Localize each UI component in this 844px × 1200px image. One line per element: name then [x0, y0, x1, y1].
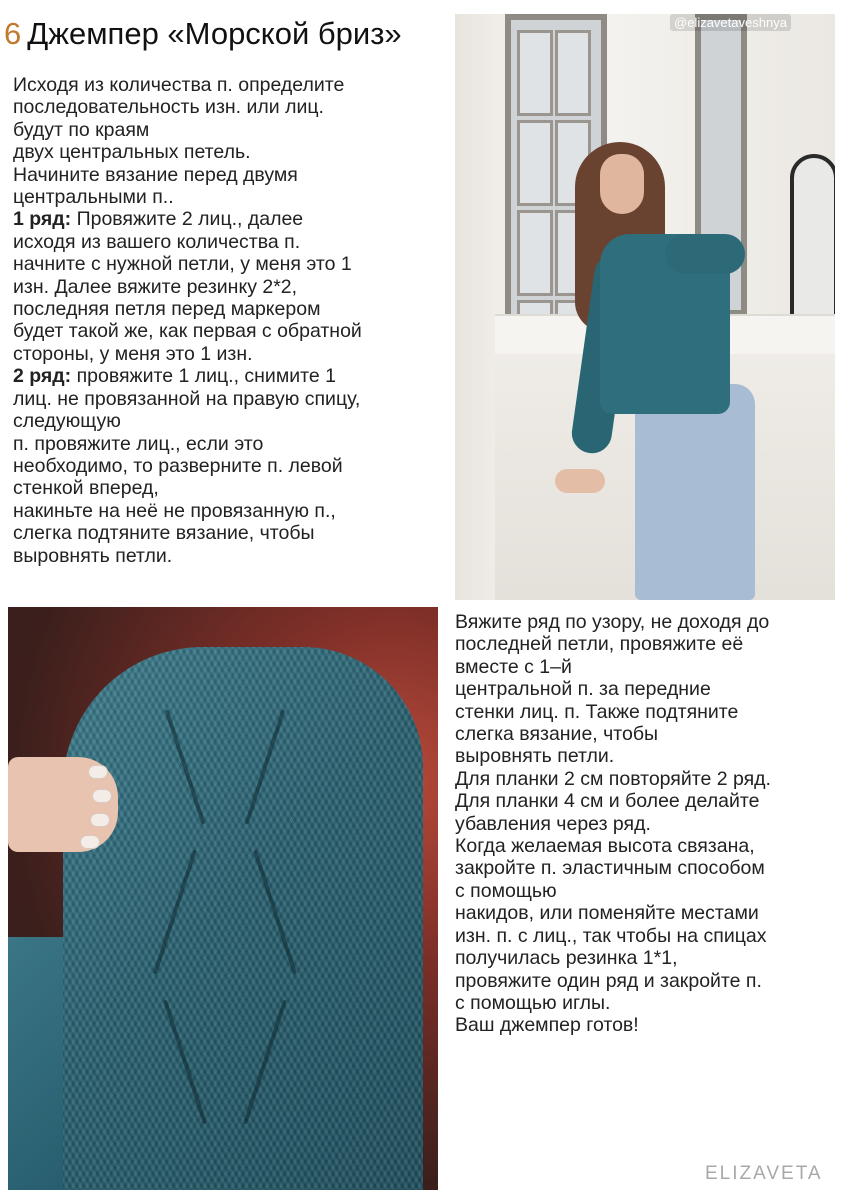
text-line: выровнять петли. — [13, 544, 173, 567]
text-line: двух центральных петель. — [13, 141, 251, 164]
text-line: провяжите один ряд и закройте п. — [455, 969, 762, 992]
text-line: Вяжите ряд по узору, не доходя до — [455, 611, 770, 633]
text-line: стенкой вперед, — [13, 477, 159, 500]
text-line: следующую — [13, 410, 121, 433]
model-jeans — [635, 384, 755, 600]
text-line: накиньте на неё не провязанную п., — [13, 499, 336, 522]
text-line: будут по краям — [13, 118, 150, 141]
sweater-sleeve-right — [665, 234, 745, 274]
step-number: 6 — [4, 16, 22, 51]
text-line: последней петли, провяжите её — [455, 633, 744, 656]
text-line: слегка подтяните вязание, чтобы — [13, 522, 315, 545]
text-line: вместе с 1–й — [455, 655, 572, 678]
text-line: с помощью — [455, 879, 557, 902]
instagram-watermark: @elizavetaveshnya — [670, 14, 791, 31]
text-line: последовательность изн. или лиц. — [13, 96, 324, 119]
text-line: Начините вязание перед двумя — [13, 163, 298, 186]
text-line: центральной п. за передние — [455, 678, 711, 701]
instructions-left — [13, 74, 443, 567]
sleeve-closeup-photo — [8, 607, 438, 1190]
model-face — [600, 154, 644, 214]
text-line: выровнять петли. — [455, 745, 615, 768]
text-line: начните с нужной петли, у меня это 1 — [13, 253, 352, 276]
page-title — [4, 14, 402, 54]
text-line: необходимо, то разверните п. левой — [13, 454, 343, 477]
text-line: изн. п. с лиц., так чтобы на спицах — [455, 924, 767, 947]
text-line: накидов, или поменяйте местами — [455, 902, 759, 925]
title-text: Джемпер «Морской бриз» — [27, 16, 402, 51]
text-line: п. провяжите лиц., если это — [13, 432, 264, 455]
text-line: будет такой же, как первая с обратной — [13, 320, 362, 343]
text-line: лиц. не провязанной на правую спицу, — [13, 387, 361, 410]
text-line: Для планки 2 см повторяйте 2 ряд. — [455, 767, 771, 790]
model-photo — [455, 14, 835, 600]
lace-sleeve-knit — [63, 647, 423, 1190]
row-1-heading: 1 ряд: Провяжите 2 лиц., далее — [13, 208, 304, 231]
instructions-right — [455, 611, 835, 1037]
text-line: изн. Далее вяжите резинку 2*2, — [13, 275, 298, 298]
brand-watermark: ELIZAVETA — [705, 1163, 823, 1184]
hand-closeup — [8, 757, 118, 852]
text-line: последняя петля перед маркером — [13, 298, 321, 321]
text-line: Когда желаемая высота связана, — [455, 835, 755, 858]
text-line: получилась резинка 1*1, — [455, 947, 678, 970]
text-line: центральными п.. — [13, 186, 174, 209]
text-line: закройте п. эластичным способом — [455, 857, 765, 880]
text-line: Для планки 4 см и более делайте — [455, 790, 760, 813]
text-line: стенки лиц. п. Также подтяните — [455, 700, 739, 723]
text-line: слегка вязание, чтобы — [455, 723, 659, 746]
text-line: Исходя из количества п. определите — [13, 74, 345, 96]
final-line: Ваш джемпер готов! — [455, 1014, 639, 1037]
text-line: стороны, у меня это 1 изн. — [13, 342, 253, 365]
model-hand — [555, 469, 605, 493]
text-line: убавления через ряд. — [455, 812, 651, 835]
text-line: исходя из вашего количества п. — [13, 230, 301, 253]
text-line: с помощью иглы. — [455, 991, 611, 1014]
row-2-heading: 2 ряд: провяжите 1 лиц., снимите 1 — [13, 365, 336, 388]
